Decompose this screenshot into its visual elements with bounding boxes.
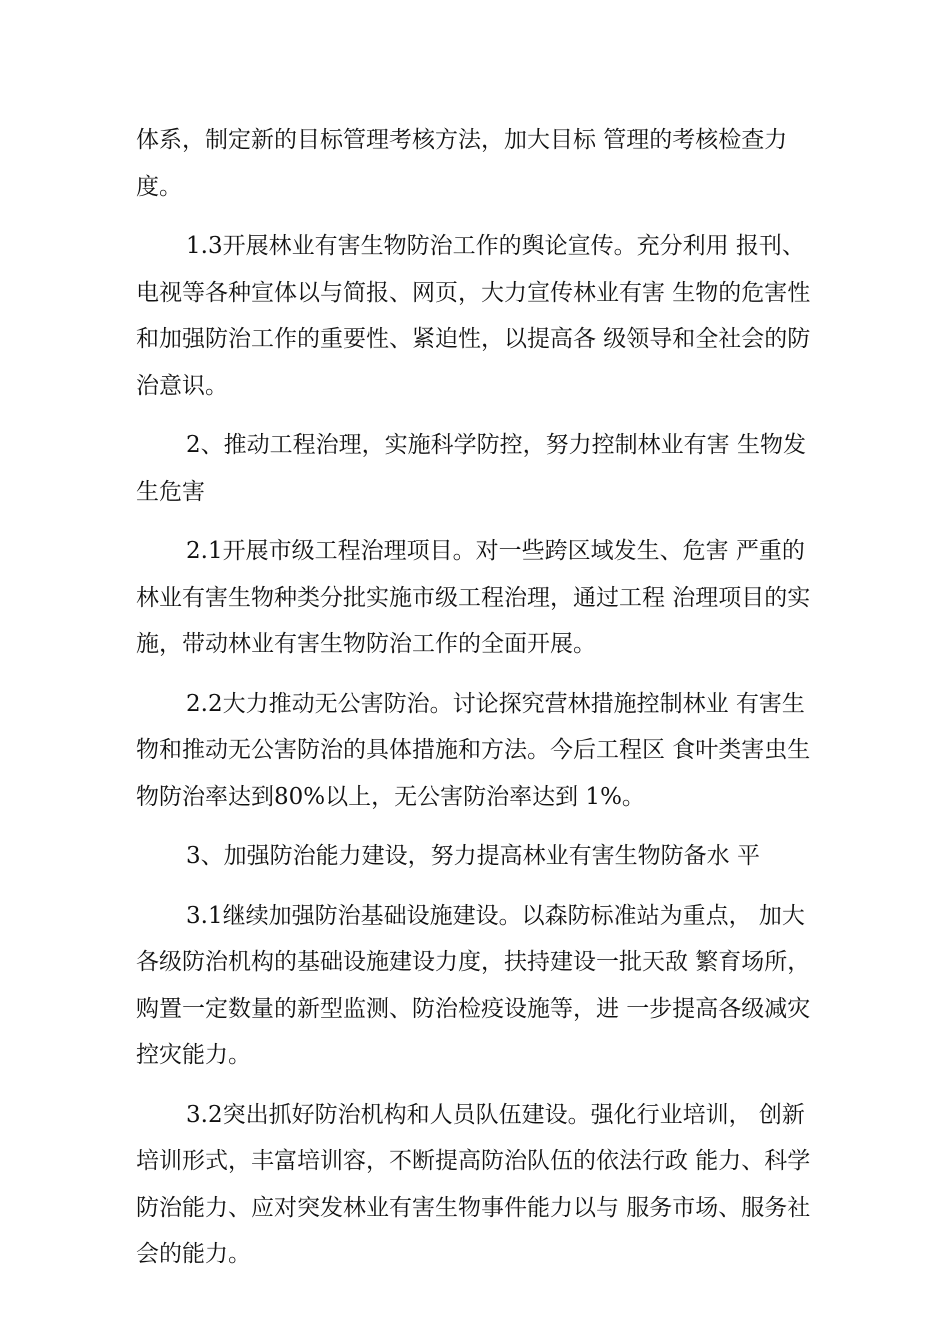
text-line: 生危害 <box>136 478 205 505</box>
text-line: 体系，制定新的目标管理考核方法，加大目标 管理的考核检查力 <box>136 127 788 153</box>
paragraph-3-2 <box>136 1092 836 1278</box>
paragraph-3-1 <box>136 893 836 1079</box>
text-line: 治意识。 <box>136 372 228 399</box>
section-heading-3 <box>136 833 836 880</box>
text-line: 和加强防治工作的重要性、紧迫性，以提高各 级领导和全社会的防 <box>136 326 811 352</box>
text-line: 物防治率达到80%以上，无公害防治率达到 1%。 <box>136 783 645 810</box>
text-line: 会的能力。 <box>136 1241 251 1267</box>
text-line: 物和推动无公害防治的具体措施和方法。今后工程区 食叶类害虫生 <box>136 737 811 763</box>
paragraph-2-1 <box>136 528 836 668</box>
text-line: 度。 <box>136 173 182 200</box>
text-line: 1.3开展林业有害生物防治工作的舆论宣传。充分利用 报刊、 <box>186 233 805 259</box>
text-line: 3、加强防治能力建设，努力提高林业有害生物防备水 平 <box>186 843 760 869</box>
paragraph-1-3 <box>136 223 836 409</box>
text-line: 各级防治机构的基础设施建设力度，扶持建设一批天敌 繁育场所， <box>136 949 811 975</box>
text-line: 2、推动工程治理，实施科学防控，努力控制林业有害 生物发 <box>186 432 806 458</box>
text-line: 3.2突出抓好防治机构和人员队伍建设。强化行业培训， 创新 <box>186 1101 805 1128</box>
text-line: 控灾能力。 <box>136 1042 251 1068</box>
text-line: 林业有害生物种类分批实施市级工程治理，通过工程 治理项目的实 <box>136 584 811 611</box>
paragraph-continuation <box>136 117 836 210</box>
section-heading-2 <box>136 422 836 515</box>
paragraph-2-2 <box>136 681 836 821</box>
text-line: 施，带动林业有害生物防治工作的全面开展。 <box>136 631 596 657</box>
text-line: 电视等各种宣体以与简报、网页，大力宣传林业有害 生物的危害性 <box>136 279 811 306</box>
text-line: 2.1开展市级工程治理项目。对一些跨区域发生、危害 严重的 <box>186 538 805 564</box>
text-line: 3.1继续加强防治基础设施建设。以森防标准站为重点， 加大 <box>186 902 805 929</box>
text-line: 培训形式，丰富培训容，不断提高防治队伍的依法行政 能力、科学 <box>136 1148 811 1174</box>
text-line: 2.2大力推动无公害防治。讨论探究营林措施控制林业 有害生 <box>186 690 805 717</box>
document-body <box>136 117 836 1291</box>
text-line: 购置一定数量的新型监测、防治检疫设施等，进 一步提高各级减灾 <box>136 995 811 1022</box>
text-line: 防治能力、应对突发林业有害生物事件能力以与 服务市场、服务社 <box>136 1194 811 1221</box>
